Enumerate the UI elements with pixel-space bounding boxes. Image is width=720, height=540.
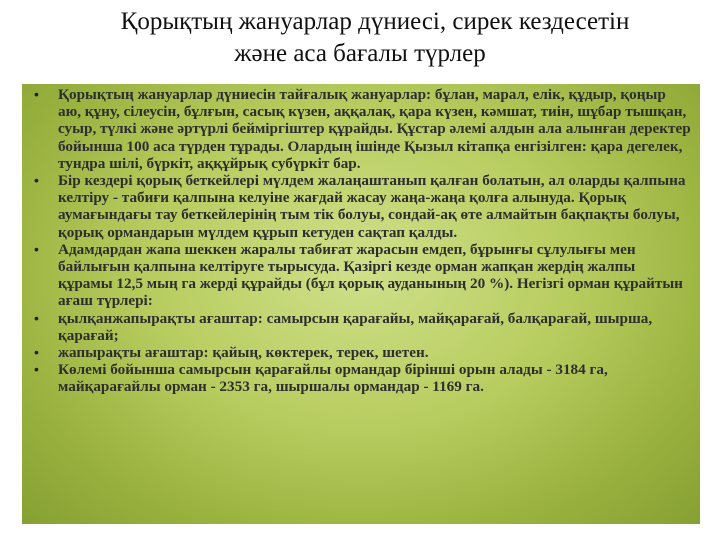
bullet-marker: • <box>34 361 39 378</box>
bullet-item <box>22 361 692 395</box>
bullet-item <box>22 241 692 310</box>
bullet-text: жапырақты ағаштар: қайың, көктерек, терек, шетен. <box>58 344 429 362</box>
slide-title <box>0 6 720 70</box>
content-panel <box>22 84 700 524</box>
slide-title-line-2: және аса бағалы түрлер <box>234 40 486 67</box>
bullet-marker: • <box>34 240 39 257</box>
bullet-list <box>22 86 692 396</box>
bullet-text: Бір кездері қорық беткейлері мүлдем жалаңаштанып қалған болатын, ал оларды қалпына келтіру - табиғи қалпына келуіне жағдай жасау жаңа-жаңа қолға алынуда. Қорық аумағындағы тау беткейлерінің тым тік болуы, сондай-ақ өте алмайтын бақпақты болуы, қорық ормандарын мүлдем құрып кетуден сақтап қалды. <box>58 172 686 241</box>
bullet-marker: • <box>34 86 39 102</box>
bullet-text: Қорықтың жануарлар дүниесін тайғалық жануарлар: бұлан, марал, елік, құдыр, қоңыр аю, құну, сілеусін, бұлғын, сасық күзен, аққалақ, қара күзен, кәмшат, тиін, шұбар тышқан, суыр, түлкі және әртүрлі бейміргіштер құрайды. Құстар әлемі алдын ала алынған деректер бойынша 100 аса түрден тұрады. Олардың ішінде Қызыл кітапқа енгізілген: қара дегелек, тундра шілі, бүркіт, аққұйрық субүркіт бар. <box>58 86 691 172</box>
bullet-item <box>22 344 692 361</box>
bullet-text: Адамдардан жапа шеккен жаралы табиғат жарасын емдеп, бұрынғы сұлулығы мен байлығын қалпына келтіруге тырысуда. Қазіргі кезде орман жапқан жердің жалпы құрамы 12,5 мың га жерді құрайды (бұл қорық ауданының 20 %). Негізгі орман құрайтын ағаш түрлері: <box>58 240 683 310</box>
bullet-marker: • <box>34 309 39 326</box>
slide-title-line-1: Қорықтың жануарлар дүниесі, сирек кездесетін <box>120 8 630 35</box>
bullet-text: Көлемі бойынша самырсын қарағайлы ормандар бірінші орын алады - 3184 га, майқарағайлы орман - 2353 га, шыршалы ормандар - 1169 га. <box>58 361 608 396</box>
bullet-marker: • <box>34 172 39 189</box>
bullet-item <box>22 172 692 241</box>
bullet-text: қылқанжапырақты ағаштар: самырсын қарағайы, майқарағай, балқарағай, шырша, қарағай; <box>58 309 653 344</box>
bullet-marker: • <box>34 344 39 361</box>
bullet-item <box>22 86 692 172</box>
bullet-item <box>22 310 692 344</box>
